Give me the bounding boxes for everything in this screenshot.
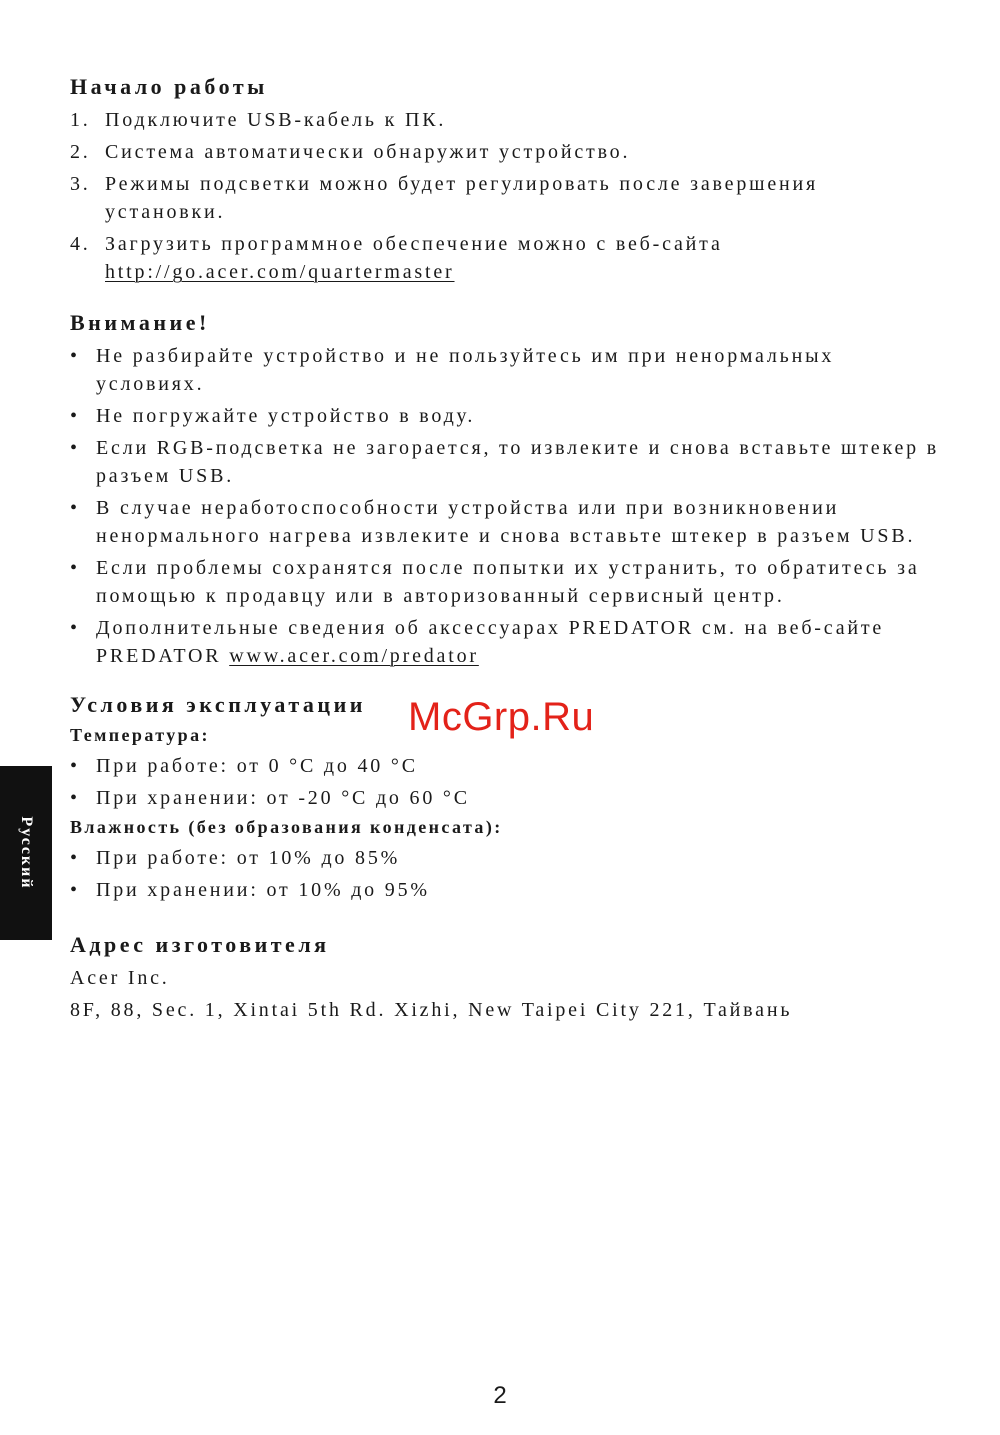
list-item (70, 876, 940, 904)
list-item (70, 752, 940, 780)
list-item-text: Если RGB-подсветка не загорается, то извлеките и снова вставьте штекер в разъем USB. (96, 437, 939, 487)
list-item (70, 844, 940, 872)
step-item (70, 170, 940, 226)
list-item-text: При работе: от 0 °C до 40 °C (96, 755, 418, 777)
bullet-icon: • (70, 557, 80, 579)
list-item (70, 342, 940, 398)
bullet-icon: • (70, 755, 80, 777)
bullet-icon: • (70, 497, 80, 519)
list-item-text: Дополнительные сведения об аксессуарах PREDATOR см. на веб-сайте PREDATOR (96, 617, 885, 667)
list-item-text: При хранении: от 10% до 95% (96, 879, 430, 901)
step-item (70, 230, 940, 286)
language-label: Русский (18, 816, 35, 890)
language-side-tab (0, 766, 52, 940)
bullet-icon: • (70, 345, 80, 367)
manufacturer-title: Адрес изготовителя (70, 932, 330, 957)
list-item (70, 494, 940, 550)
bullet-icon: • (70, 617, 80, 639)
humidity-list (70, 844, 940, 904)
step-text: Режимы подсветки можно будет регулировать после завершения установки. (105, 173, 819, 223)
step-number: 1. (70, 109, 91, 131)
temperature-list (70, 752, 940, 812)
humidity-title: Влажность (без образования конденсата): (70, 817, 503, 837)
page-number: 2 (493, 1382, 507, 1409)
step-number: 2. (70, 141, 91, 163)
step-item (70, 138, 940, 166)
list-item (70, 554, 940, 610)
list-item-text: Не разбирайте устройство и не пользуйтесь им при ненормальных условиях. (96, 345, 835, 395)
manufacturer-company: Acer Inc. (70, 967, 170, 989)
bullet-icon: • (70, 787, 80, 809)
warning-list (70, 342, 940, 670)
list-item-text: При работе: от 10% до 85% (96, 847, 401, 869)
list-item-text: При хранении: от -20 °C до 60 °C (96, 787, 470, 809)
step-text: Система автоматически обнаружит устройство. (105, 141, 631, 163)
manufacturer-address: 8F, 88, Sec. 1, Xintai 5th Rd. Xizhi, New Taipei City 221, Тайвань (70, 999, 793, 1021)
list-item (70, 614, 940, 670)
list-item-text: Не погружайте устройство в воду. (96, 405, 476, 427)
bullet-icon: • (70, 405, 80, 427)
watermark: McGrp.Ru (408, 695, 595, 739)
predator-website-link[interactable]: www.acer.com/predator (229, 645, 479, 667)
getting-started-title: Начало работы (70, 74, 268, 99)
bullet-icon: • (70, 437, 80, 459)
software-download-link[interactable]: http://go.acer.com/quartermaster (105, 261, 455, 283)
step-number: 3. (70, 173, 91, 195)
step-text: Подключите USB-кабель к ПК. (105, 109, 447, 131)
list-item (70, 784, 940, 812)
list-item-text: В случае неработоспособности устройства или при возникновении ненормального нагрева извлеките и снова вставьте штекер в разъем USB. (96, 497, 916, 547)
steps-list (70, 106, 940, 286)
step-text: Загрузить программное обеспечение можно с веб-сайта (105, 233, 723, 255)
step-number: 4. (70, 233, 91, 255)
list-item (70, 434, 940, 490)
manufacturer-section (70, 930, 940, 1024)
temperature-title: Температура: (70, 725, 210, 745)
getting-started-section (70, 72, 940, 286)
list-item (70, 402, 940, 430)
bullet-icon: • (70, 847, 80, 869)
list-item-text: Если проблемы сохранятся после попытки их устранить, то обратитесь за помощью к продавцу или в авторизованный сервисный центр. (96, 557, 920, 607)
page-content (70, 72, 940, 1024)
warning-title: Внимание! (70, 310, 210, 335)
step-item (70, 106, 940, 134)
operating-conditions-title: Условия эксплуатации (70, 692, 366, 717)
warning-section (70, 308, 940, 670)
bullet-icon: • (70, 879, 80, 901)
